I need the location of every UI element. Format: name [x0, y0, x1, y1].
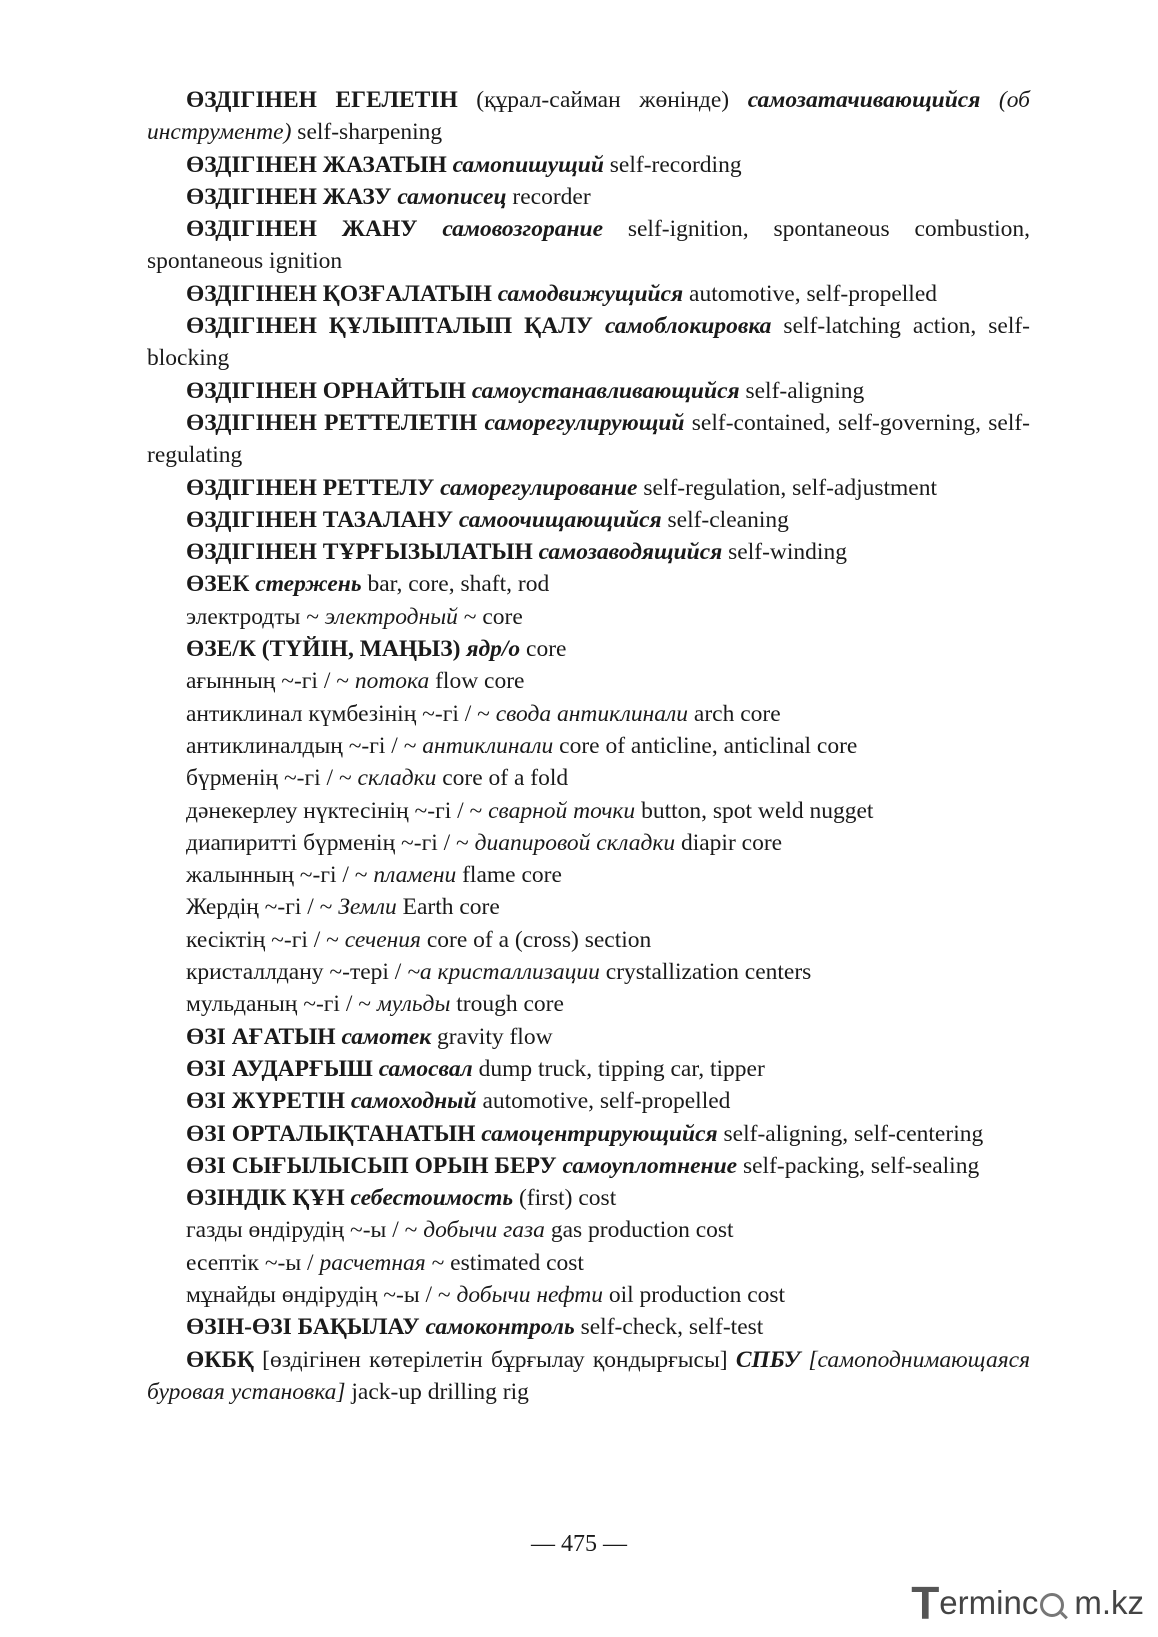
text: мұнайды өндірудің ~-ы / ~ — [186, 1281, 457, 1308]
dictionary-entry — [147, 1344, 1030, 1409]
logo-letter-t: T — [911, 1577, 940, 1629]
sub-entry — [147, 698, 1030, 730]
text: oil production cost — [602, 1281, 786, 1308]
sub-entry — [147, 730, 1030, 762]
term-russian: самоцентрирующийся — [481, 1120, 718, 1147]
term-kazakh: ӨЗДІГІНЕН ҚҰЛЫПТАЛЫП ҚАЛУ — [186, 313, 593, 340]
sub-entry — [147, 601, 1030, 633]
sub-entry — [147, 988, 1030, 1020]
dictionary-entry — [147, 407, 1030, 472]
text: flow core — [429, 668, 525, 695]
dictionary-entry — [147, 472, 1030, 504]
term-kazakh: ӨЗДІГІНЕН ОРНАЙТЫН — [186, 377, 466, 404]
dictionary-entry — [147, 181, 1030, 213]
italic-note: свода антиклинали — [495, 700, 689, 727]
sub-entry — [147, 1247, 1030, 1279]
dictionary-page — [147, 84, 1030, 1408]
text: антиклиналдың ~-гі / ~ — [186, 732, 423, 759]
text: core of a fold — [436, 765, 569, 792]
term-kazakh: ӨЗДІГІНЕН ЕГЕЛЕТІН — [186, 87, 458, 113]
term-kazakh: ӨЗДІГІНЕН РЕТТЕЛУ — [186, 474, 435, 501]
text: dump truck, tipping car, tipper — [472, 1055, 765, 1082]
sub-entry — [147, 827, 1030, 859]
italic-note: Земли — [338, 894, 397, 921]
text: button, spot weld nugget — [635, 797, 874, 824]
text: [өздігінен көтерілетін бұрғылау қондырғысы] — [253, 1346, 736, 1373]
term-russian: самоходный — [350, 1088, 477, 1115]
dictionary-entry — [147, 504, 1030, 536]
dictionary-entry — [147, 1182, 1030, 1214]
text: automotive, self-propelled — [476, 1088, 731, 1115]
text: bar, core, shaft, rod — [361, 571, 550, 598]
sub-entry — [147, 924, 1030, 956]
sub-entry — [147, 795, 1030, 827]
logo-text-middle: erminc — [939, 1584, 1039, 1621]
text: core of anticline, anticlinal core — [553, 732, 858, 759]
sub-entry — [147, 1279, 1030, 1311]
italic-note: диапировой складки — [474, 829, 676, 856]
term-russian: саморегулирование — [440, 474, 638, 501]
text — [593, 313, 605, 339]
dictionary-entry — [147, 1118, 1030, 1150]
text: ағынның ~-гі / ~ — [186, 668, 355, 695]
term-russian: саморегулирующий — [484, 409, 685, 436]
text: self-ignition, spontaneous combustion, spontaneous ignition — [147, 216, 1031, 275]
term-kazakh: ӨЗІ АУДАРҒЫШ — [186, 1055, 373, 1082]
italic-note: мульды — [376, 991, 451, 1018]
text: crystallization centers — [599, 959, 812, 986]
text: flame core — [456, 862, 562, 889]
text: self-regulation, self-adjustment — [637, 474, 938, 501]
text: (құрал-сайман жөнінде) — [457, 87, 748, 113]
italic-note: складки — [357, 765, 437, 792]
dictionary-entry — [147, 1150, 1030, 1182]
text: self-contained, self-governing, self-regulating — [147, 409, 1031, 469]
dictionary-entry — [147, 278, 1030, 310]
text: automotive, self-propelled — [683, 280, 937, 307]
sub-entry — [147, 891, 1030, 923]
dictionary-entry — [147, 1021, 1030, 1053]
term-russian: самозаводящийся — [538, 539, 723, 566]
dictionary-entry — [147, 536, 1030, 568]
term-kazakh: ӨЗДІГІНЕН ТҰРҒЫЗЫЛАТЫН — [186, 539, 533, 566]
sub-entry — [147, 1214, 1030, 1246]
term-kazakh: ӨЗЕК — [186, 571, 250, 598]
text: self-cleaning — [661, 506, 789, 533]
text — [417, 216, 442, 242]
term-kazakh: ӨЗЕ/К (ТҮЙІН, МАҢЫЗ) — [186, 636, 461, 663]
term-russian: самопишущий — [452, 151, 604, 178]
italic-note: антиклинали — [422, 732, 554, 759]
text: self-winding — [722, 539, 847, 566]
italic-note: добычи газа — [423, 1217, 545, 1244]
italic-note: (об инструменте) — [147, 87, 1030, 146]
text: электродты ~ — [186, 603, 325, 630]
term-russian: СПБУ — [735, 1346, 801, 1373]
dictionary-entry — [147, 213, 1030, 278]
text: gravity flow — [431, 1023, 553, 1050]
text: ~ estimated cost — [425, 1249, 584, 1276]
dictionary-entry — [147, 1053, 1030, 1085]
term-russian: самоблокировка — [604, 313, 772, 340]
italic-note: электродный — [324, 603, 458, 630]
italic-note: добычи нефти — [456, 1281, 603, 1308]
term-russian: самоконтроль — [425, 1314, 575, 1341]
dictionary-entry — [147, 633, 1030, 665]
term-russian: самоочищающийся — [458, 506, 662, 533]
term-russian: самотек — [341, 1023, 432, 1050]
term-kazakh: ӨЗДІГІНЕН ТАЗАЛАНУ — [186, 506, 454, 533]
italic-note: расчетная — [319, 1249, 426, 1276]
term-russian: самосвал — [378, 1055, 473, 1082]
text: core of a (cross) section — [420, 926, 652, 953]
italic-note: пламени — [373, 862, 457, 889]
dictionary-entry — [147, 375, 1030, 407]
term-kazakh: ӨЗІН-ӨЗІ БАҚЫЛАУ — [186, 1314, 420, 1341]
term-kazakh: ӨЗДІГІНЕН ЖАНУ — [186, 216, 418, 243]
term-russian: самоустанавливающийся — [471, 377, 740, 404]
dictionary-entry — [147, 149, 1030, 181]
dictionary-entry — [147, 84, 1030, 149]
page-number: — 475 — — [531, 1531, 627, 1557]
text: мульданың ~-гі / ~ — [186, 991, 377, 1018]
text: jack-up drilling rig — [345, 1378, 529, 1405]
text: дәнекерлеу нүктесінің ~-гі / ~ — [186, 797, 489, 824]
dictionary-entry — [147, 568, 1030, 600]
text — [980, 87, 999, 113]
text: есептік ~-ы / — [186, 1249, 320, 1276]
italic-note: [самоподнимающаяся буровая установка] — [147, 1346, 1030, 1405]
term-kazakh: ӨЗІ СЫҒЫЛЫСЫП ОРЫН БЕРУ — [186, 1152, 557, 1179]
term-kazakh: ӨЗДІГІНЕН ҚОЗҒАЛАТЫН — [186, 280, 492, 307]
text — [477, 410, 484, 436]
sub-entry — [147, 859, 1030, 891]
text: arch core — [688, 700, 781, 727]
text: кристаллдану ~-тері / — [186, 959, 408, 986]
italic-note: потока — [354, 668, 430, 695]
text: core — [520, 636, 567, 663]
text: Жердің ~-гі / ~ — [186, 894, 339, 921]
text: Earth core — [396, 894, 500, 921]
term-kazakh: ӨЗІ ЖҮРЕТІН — [186, 1088, 346, 1115]
text: диапиритті бүрменің ~-гі / ~ — [186, 829, 475, 856]
term-russian: самовозгорание — [442, 216, 604, 243]
term-russian: самодвижущийся — [497, 280, 684, 307]
text: self-aligning, self-centering — [717, 1120, 984, 1147]
term-russian: ядр/о — [466, 636, 521, 663]
italic-note: сечения — [344, 926, 421, 953]
term-kazakh: ӨЗДІГІНЕН ЖАЗАТЫН — [186, 151, 447, 178]
text: gas production cost — [544, 1217, 734, 1244]
text: self-sharpening — [291, 119, 443, 146]
term-russian: самописец — [397, 183, 507, 210]
text: ~ core — [457, 603, 523, 630]
text: антиклинал күмбезінің ~-гі / ~ — [186, 700, 496, 727]
text: self-latching action, self-blocking — [147, 313, 1030, 372]
dictionary-entry — [147, 1085, 1030, 1117]
text: self-check, self-test — [574, 1314, 764, 1341]
sub-entry — [147, 956, 1030, 988]
term-russian: самоуплотнение — [562, 1152, 738, 1179]
text: жалынның ~-гі / ~ — [186, 862, 374, 889]
italic-note: ~а кристаллизации — [407, 959, 600, 986]
text: бүрменің ~-гі / ~ — [186, 765, 358, 792]
term-russian: себестоимость — [350, 1185, 514, 1212]
italic-note: сварной точки — [488, 797, 636, 824]
text: кесіктің ~-гі / ~ — [186, 926, 345, 953]
text: trough core — [450, 991, 564, 1018]
text: (first) cost — [513, 1185, 617, 1212]
term-kazakh: ӨЗІ АҒАТЫН — [186, 1023, 336, 1050]
dictionary-entry — [147, 310, 1030, 375]
term-kazakh: ӨЗІНДІК ҚҰН — [186, 1185, 345, 1212]
term-kazakh: ӨЗІ ОРТАЛЫҚТАНАТЫН — [186, 1120, 476, 1147]
text: recorder — [506, 183, 591, 210]
text: self-aligning — [739, 377, 865, 404]
termincom-logo — [911, 1577, 1144, 1629]
logo-text-end: m.kz — [1074, 1584, 1144, 1621]
dictionary-entry — [147, 1311, 1030, 1343]
term-russian: стержень — [255, 571, 362, 598]
term-kazakh: ӨКБҚ — [186, 1346, 254, 1373]
text: self-recording — [603, 151, 742, 178]
term-russian: самозатачивающийся — [747, 87, 981, 113]
sub-entry — [147, 762, 1030, 794]
text: газды өндірудің ~-ы / ~ — [186, 1217, 424, 1244]
term-kazakh: ӨЗДІГІНЕН РЕТТЕЛЕТІН — [186, 409, 478, 436]
text: diapir core — [675, 829, 783, 856]
term-kazakh: ӨЗДІГІНЕН ЖАЗУ — [186, 183, 392, 210]
sub-entry — [147, 665, 1030, 697]
text: self-packing, self-sealing — [737, 1152, 980, 1179]
